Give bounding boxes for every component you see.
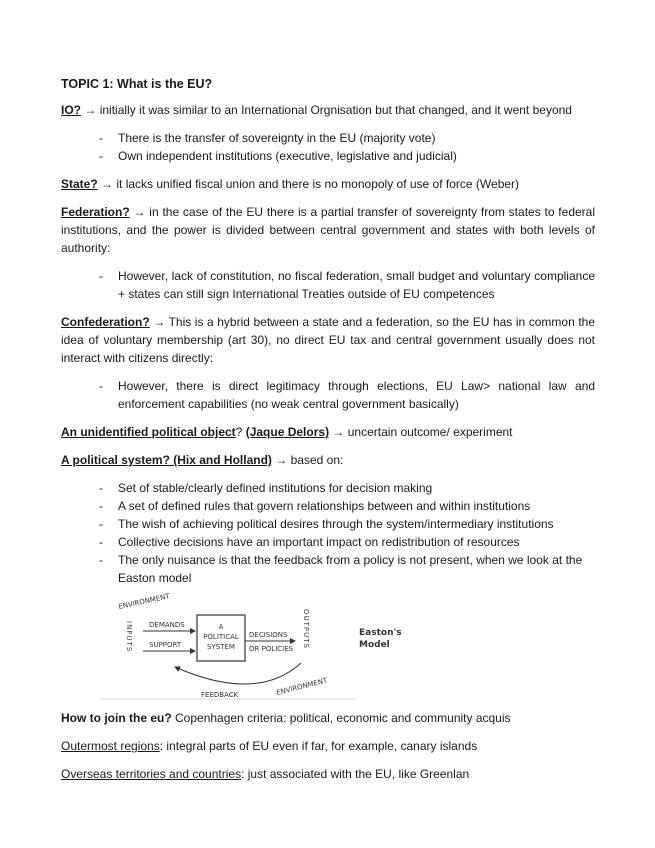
list-item: - There is the transfer of sovereignty in the EU (majority vote) (61, 129, 595, 147)
arrow-icon: → (153, 315, 166, 329)
confederation-text: This is a hybrid between a state and a federation, so the EU has in common the idea of voluntary membership (art 30), no direct EU tax and central government usually does not interact with citizens directly: (61, 315, 595, 365)
support-label: SUPPORT (149, 641, 182, 649)
arrow-icon: → (101, 177, 114, 191)
caption-line2: Model (359, 640, 390, 650)
box-line2: POLITICAL (203, 633, 239, 641)
environment-top-label: ENVIRONMENT (117, 592, 171, 611)
outermost-label: Outermost regions (61, 739, 160, 753)
caption-line1: Easton's (359, 628, 402, 638)
join-paragraph (61, 709, 595, 727)
inputs-label: INPUTS (125, 621, 133, 653)
federation-bullet-list (61, 267, 595, 303)
io-text: initially it was similar to an International Orgnisation but that changed, and it went beyond (99, 103, 572, 117)
outermost-text: : integral parts of EU even if far, for example, canary islands (159, 739, 478, 753)
environment-bottom-label: ENVIRONMENT (275, 676, 329, 697)
list-item: - However, there is direct legitimacy through elections, EU Law> national law and enforcement capabilities (no weak central government basically) (61, 377, 595, 413)
outermost-paragraph (61, 737, 595, 755)
federation-paragraph (61, 203, 595, 257)
confederation-bullet-list (61, 377, 595, 413)
io-bullet-list (61, 129, 595, 165)
easton-model-svg (97, 591, 477, 701)
overseas-paragraph (61, 765, 595, 783)
list-item: - Own independent institutions (executive, legislative and judicial) (61, 147, 595, 165)
box-line1: A (218, 623, 224, 631)
state-paragraph (61, 175, 595, 193)
feedback-label: FEEDBACK (201, 691, 239, 699)
overseas-label: Overseas territories and countries (61, 767, 242, 781)
join-label: How to join the eu? (61, 711, 172, 725)
io-label: IO? (61, 103, 81, 117)
upo-question: ? (235, 425, 243, 439)
state-label: State? (61, 177, 98, 191)
document-page (61, 74, 595, 793)
join-text: Copenhagen criteria: political, economic and community acquis (175, 711, 511, 725)
polsys-paragraph (61, 451, 595, 469)
confederation-paragraph (61, 313, 595, 367)
federation-text: in the case of the EU there is a partial transfer of sovereignty from states to federal institutions, and the power is divided between central government and states with both levels of authority: (61, 205, 595, 255)
list-item: - Set of stable/clearly defined institutions for decision making (61, 479, 595, 497)
polsys-text: based on: (290, 453, 344, 467)
outputs-label: OUTPUTS (302, 609, 310, 649)
arrow-icon: → (84, 103, 97, 117)
easton-model-diagram (97, 591, 477, 701)
state-text: it lacks unified fiscal union and there is no monopoly of use of force (Weber) (116, 177, 520, 191)
policies-label: OR POLICIES (249, 645, 294, 653)
io-paragraph (61, 101, 595, 119)
arrow-icon: → (133, 205, 146, 219)
upo-text: uncertain outcome/ experiment (347, 425, 513, 439)
upo-label: An unidentified political object (61, 425, 236, 439)
demands-label: DEMANDS (149, 621, 185, 629)
list-item: - However, lack of constitution, no fiscal federation, small budget and voluntary compliance + states can still sign International Treaties outside of EU competences (61, 267, 595, 303)
decisions-label: DECISIONS (249, 631, 288, 639)
confederation-label: Confederation? (61, 315, 150, 329)
list-item: - A set of defined rules that govern relationships between and within institutions (61, 497, 595, 515)
list-item: - The only nuisance is that the feedback from a policy is not present, when we look at the Easton model (61, 551, 595, 587)
list-item: - The wish of achieving political desires through the system/intermediary institutions (61, 515, 595, 533)
polsys-label: A political system? (Hix and Holland) (61, 453, 272, 467)
overseas-text: : just associated with the EU, like Greenlan (241, 767, 470, 781)
upo-author: (Jaque Delors) (245, 425, 330, 439)
polsys-bullet-list (61, 479, 595, 587)
arrow-icon: → (332, 425, 345, 439)
federation-label: Federation? (61, 205, 130, 219)
arrow-icon: → (275, 453, 288, 467)
list-item: - Collective decisions have an important impact on redistribution of resources (61, 533, 595, 551)
feedback-curve (175, 663, 301, 684)
page-title: TOPIC 1: What is the EU? (61, 77, 213, 91)
upo-paragraph (61, 423, 595, 441)
box-line3: SYSTEM (207, 643, 235, 651)
